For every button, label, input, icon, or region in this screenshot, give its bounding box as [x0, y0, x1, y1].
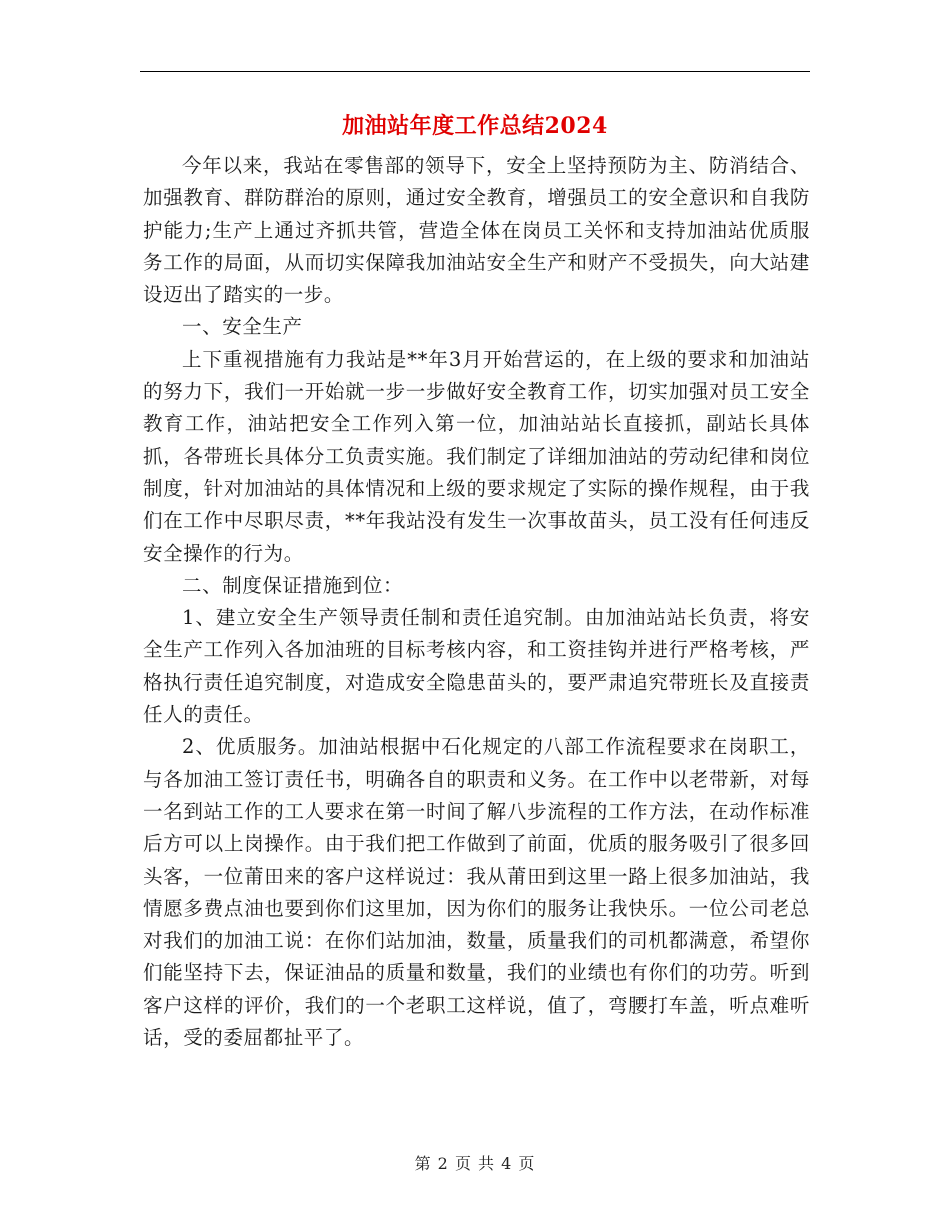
paragraph-intro: 今年以来，我站在零售部的领导下，安全上坚持预防为主、防消结合、加强教育、群防群治的原则，通过安全教育，增强员工的安全意识和自我防护能力;生产上通过齐抓共管，营造全体在岗员工关怀和支持加油站优质服务工作的局面，从而切实保障我加油站安全生产和财产不受损失，向大站建设迈出了踏实的一步。 — [143, 154, 810, 307]
document-body — [143, 150, 810, 1054]
section-heading-system: 二、制度保证措施到位： — [182, 573, 404, 597]
paragraph-responsibility: 1、建立安全生产领导责任制和责任追究制。由加油站站长负责，将安全生产工作列入各加油班的目标考核内容，和工资挂钩并进行严格考核，严格执行责任追究制度，对造成安全隐患苗头的，要严肃追究带班长及直接责任人的责任。 — [143, 606, 810, 727]
paragraph-service: 2、优质服务。加油站根据中石化规定的八部工作流程要求在岗职工，与各加油工签订责任书，明确各自的职责和义务。在工作中以老带新，对每一名到站工作的工人要求在第一时间了解八步流程的工作方法，在动作标准后方可以上岗操作。由于我们把工作做到了前面，优质的服务吸引了很多回头客，一位莆田来的客户这样说过：我从莆田到这里一路上很多加油站，我情愿多费点油也要到你们这里加，因为你们的服务让我快乐。一位公司老总对我们的加油工说：在你们站加油，数量，质量我们的司机都满意，希望你们能坚持下去，保证油品的质量和数量，我们的业绩也有你们的功劳。听到客户这样的评价，我们的一个老职工这样说，值了，弯腰打车盖，听点难听话，受的委屈都扯平了。 — [143, 735, 810, 1050]
document-title: 加油站年度工作总结2024 — [342, 113, 608, 139]
header-rule — [140, 71, 810, 72]
paragraph-safety: 上下重视措施有力我站是**年3月开始营运的，在上级的要求和加油站的努力下，我们一开始就一步一步做好安全教育工作，切实加强对员工安全教育工作，油站把安全工作列入第一位，加油站站长直接抓，副站长具体抓，各带班长具体分工负责实施。我们制定了详细加油站的劳动纪律和岗位制度，针对加油站的具体情况和上级的要求规定了实际的操作规程，由于我们在工作中尽职尽责，**年我站没有发生一次事故苗头，员工没有任何违反安全操作的行为。 — [143, 347, 810, 565]
section-heading-safety: 一、安全生产 — [182, 315, 303, 339]
page-number: 第 2 页 共 4 页 — [414, 1154, 536, 1173]
